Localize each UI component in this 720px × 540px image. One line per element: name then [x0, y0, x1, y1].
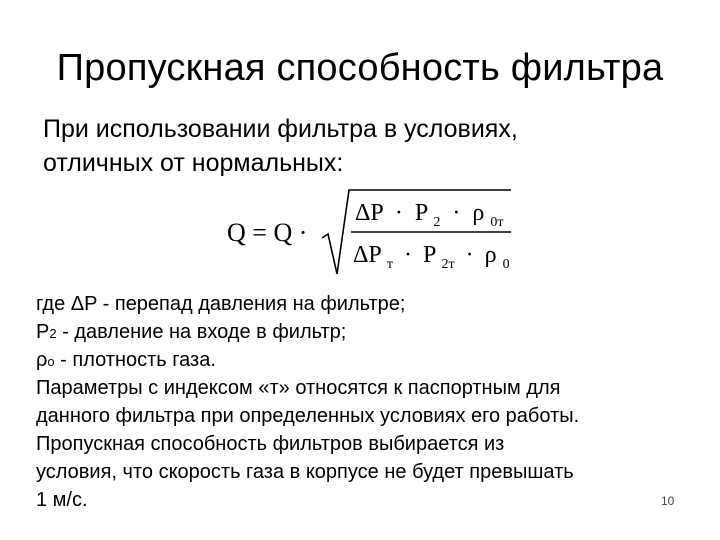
formula-svg: [227, 186, 527, 280]
params-line-1: Параметры с индексом «т» относятся к паспортным для: [36, 377, 561, 399]
intro-text: [43, 112, 518, 180]
def-p2-text: - давление на входе в фильтр;: [56, 321, 347, 343]
def-p2-sub: 2: [49, 326, 57, 341]
num-dot-1: ·: [394, 200, 403, 226]
slide-title: Пропускная способность фильтра: [56, 47, 664, 89]
den-delta-p: ΔP: [353, 242, 381, 268]
formula-numerator: [355, 200, 503, 232]
params-line-2: данного фильтра при определенных условиях его работы.: [36, 405, 580, 427]
num-p-sub: 2: [433, 215, 441, 230]
def-rho-sub: o: [47, 354, 55, 369]
num-rho-sub: 0т: [490, 215, 504, 230]
num-dot-2: ·: [452, 200, 461, 226]
den-dot-2: ·: [465, 242, 474, 268]
def-rho-symbol: ρ: [36, 349, 48, 371]
def-p2: [36, 318, 579, 346]
def-rho: [36, 346, 579, 374]
def-p2-symbol: P: [36, 321, 50, 343]
capacity-formula: [227, 186, 527, 280]
den-dot-1: ·: [404, 242, 413, 268]
def-rho-text: - плотность газа.: [54, 349, 216, 371]
den-delta-p-sub: т: [386, 257, 394, 272]
definitions: [36, 290, 579, 514]
num-rho: ρ: [472, 200, 485, 226]
capacity-line-3: 1 м/с.: [36, 489, 88, 511]
den-rho-sub: 0: [502, 257, 510, 272]
page-number: 10: [661, 494, 675, 508]
capacity-line-1: Пропускная способность фильтров выбирается из: [36, 433, 505, 455]
num-p: P: [414, 200, 428, 226]
def-delta-p: где ΔP - перепад давления на фильтре;: [36, 293, 406, 315]
capacity-line-2: условия, что скорость газа в корпусе не будет превышать: [36, 461, 574, 483]
den-p-sub: 2т: [441, 257, 455, 272]
den-p: P: [423, 242, 436, 268]
intro-line-1: При использовании фильтра в условиях,: [43, 115, 518, 143]
formula-denominator: [353, 242, 510, 274]
den-rho: ρ: [484, 242, 497, 268]
num-delta-p: ΔP: [355, 200, 383, 226]
formula-lhs: Q = Q ·: [227, 218, 308, 247]
intro-line-2: отличных от нормальных:: [43, 149, 344, 177]
